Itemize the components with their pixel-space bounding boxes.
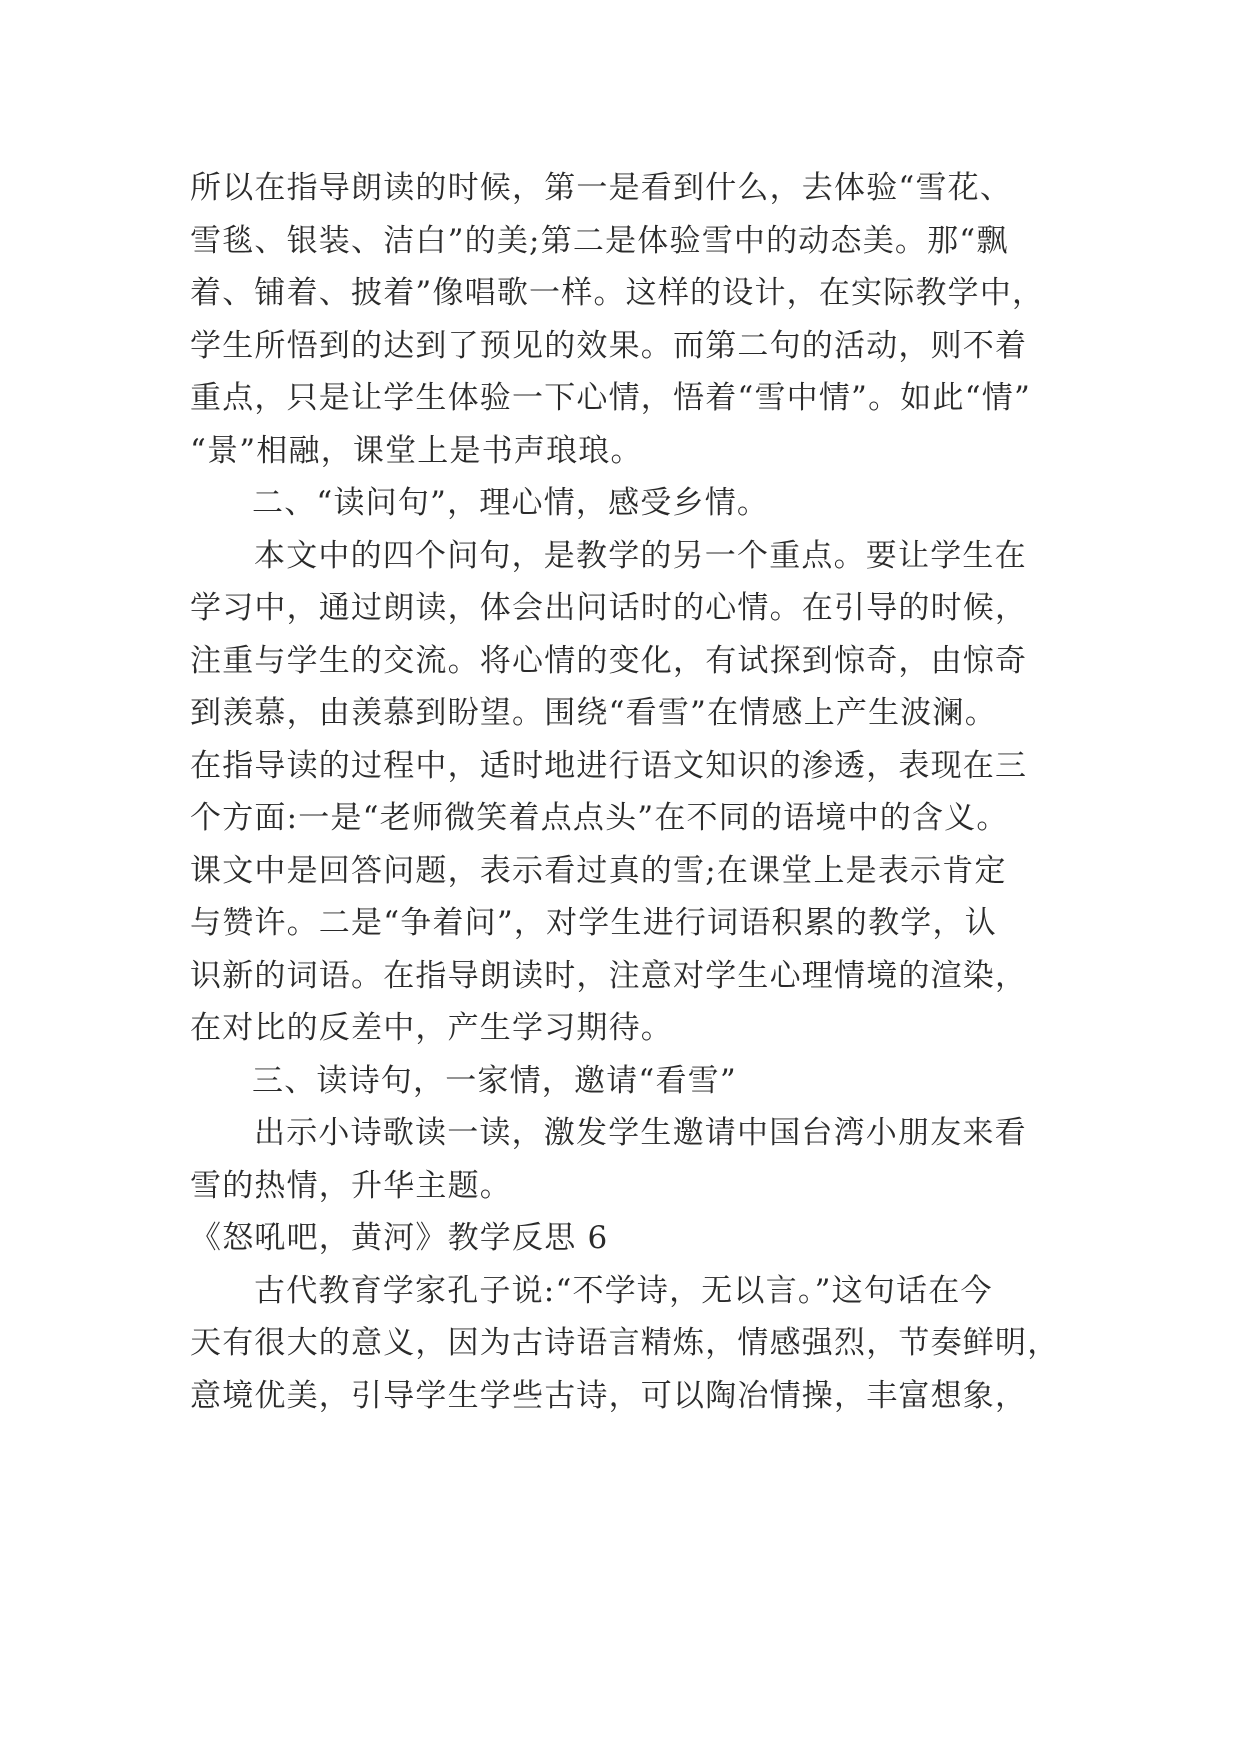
text-line: 到羡慕，由羡慕到盼望。围绕“看雪”在情感上产生波澜。	[190, 695, 997, 731]
text-line: 个方面:一是“老师微笑着点点头”在不同的语境中的含义。	[190, 800, 1009, 836]
paragraph	[190, 162, 1052, 477]
text-line: 注重与学生的交流。将心情的变化，有试探到惊奇，由惊奇	[190, 642, 1028, 679]
section-heading-text: 三、读诗句，一家情，邀请“看雪”	[252, 1062, 737, 1099]
text-line: 重点，只是让学生体验一下心情，悟着“雪中情”。如此“情”	[190, 380, 1031, 416]
text-line: 学习中，通过朗读，体会出问话时的心情。在引导的时候，	[190, 590, 1028, 626]
section-heading	[190, 477, 1052, 530]
text-line: 雪毯、银装、洁白”的美;第二是体验雪中的动态美。那“飘	[190, 222, 1009, 259]
article-title	[190, 1212, 1052, 1265]
document-body	[190, 162, 1060, 1422]
article-title-text: 《怒吼吧，黄河》教学反思 6	[190, 1220, 609, 1256]
text-line: 本文中的四个问句，是教学的另一个重点。要让学生在	[254, 537, 1027, 574]
text-line: 着、铺着、披着”像唱歌一样。这样的设计，在实际教学中，	[190, 275, 1045, 311]
text-line: 与赞许。二是“争着问”，对学生进行词语积累的教学，认	[190, 905, 997, 941]
text-line: “景”相融，课堂上是书声琅琅。	[190, 432, 643, 469]
text-line: 在对比的反差中，产生学习期待。	[190, 1010, 673, 1046]
text-line: 天有很大的意义，因为古诗语言精炼，情感强烈，节奏鲜明，	[190, 1325, 1060, 1361]
text-line: 在指导读的过程中，适时地进行语文知识的渗透，表现在三	[190, 747, 1028, 784]
paragraph	[190, 1265, 1060, 1423]
section-heading-text: 二、“读问句”，理心情，感受乡情。	[252, 485, 770, 521]
section-heading	[190, 1055, 1052, 1108]
paragraph	[190, 530, 1052, 1055]
text-line: 出示小诗歌读一读，激发学生邀请中国台湾小朋友来看	[254, 1115, 1027, 1151]
text-line: 学生所悟到的达到了预见的效果。而第二句的活动，则不着	[190, 327, 1028, 364]
paragraph	[190, 1107, 1052, 1212]
text-line: 课文中是回答问题，表示看过真的雪;在课堂上是表示肯定	[190, 852, 1007, 889]
text-line: 雪的热情，升华主题。	[190, 1167, 512, 1204]
text-line: 识新的词语。在指导朗读时，注意对学生心理情境的渲染，	[190, 957, 1028, 994]
text-line: 意境优美，引导学生学些古诗，可以陶冶情操，丰富想象，	[190, 1377, 1028, 1414]
text-line: 所以在指导朗读的时候，第一是看到什么，去体验“雪花、	[190, 170, 1013, 206]
text-line: 古代教育学家孔子说:“不学诗，无以言。”这句话在今	[254, 1272, 993, 1309]
